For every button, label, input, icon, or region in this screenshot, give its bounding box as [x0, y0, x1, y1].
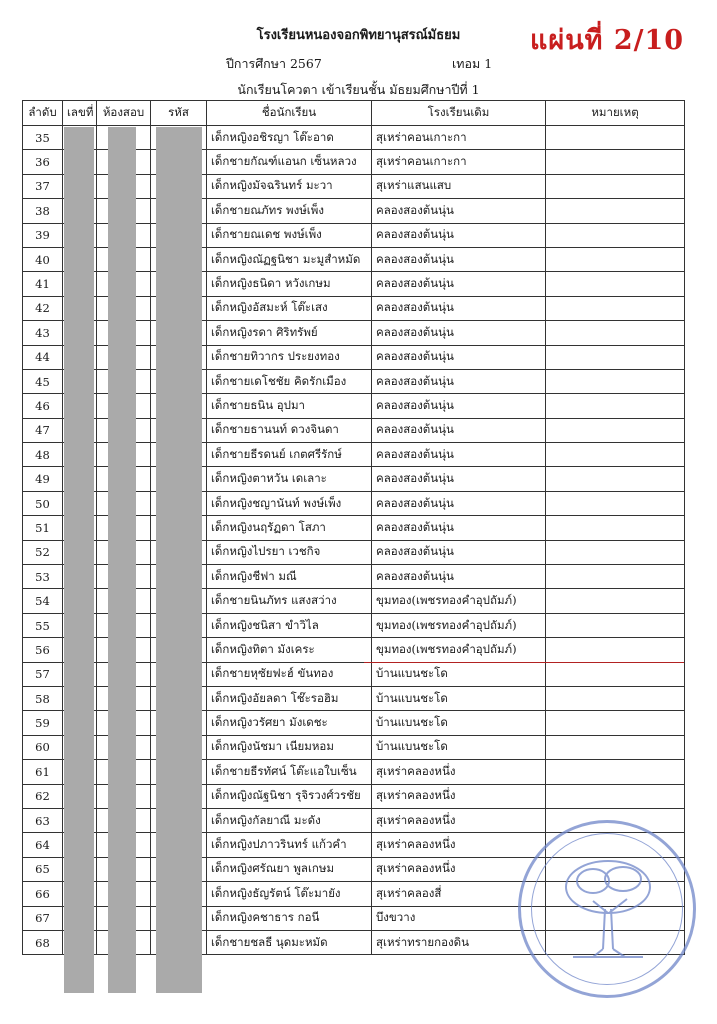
row-remarks [546, 272, 685, 296]
row-student-name: เด็กหญิงทิตา มังเคระ [207, 638, 372, 662]
row-order: 59 [23, 711, 63, 735]
row-previous-school: สุเหร่าคลองหนึ่ง [372, 857, 546, 881]
row-remarks [546, 784, 685, 808]
column-header-remarks: หมายเหตุ [546, 101, 685, 126]
row-remarks [546, 418, 685, 442]
row-order: 60 [23, 735, 63, 759]
row-order: 49 [23, 467, 63, 491]
row-previous-school: สุเหร่าทรายกองดิน [372, 930, 546, 954]
row-remarks [546, 247, 685, 271]
row-previous-school: คลองสองต้นนุ่น [372, 369, 546, 393]
row-order: 66 [23, 882, 63, 906]
row-student-name: เด็กหญิงธัญรัตน์ โต๊ะมายัง [207, 882, 372, 906]
row-order: 35 [23, 126, 63, 150]
document-subtitle: นักเรียนโควตา เข้าเรียนชั้น มัธยมศึกษาปีที่ 1 [237, 82, 480, 97]
row-previous-school: บ้านแบนชะโด [372, 735, 546, 759]
row-remarks [546, 394, 685, 418]
row-order: 39 [23, 223, 63, 247]
column-header-student-name: ชื่อนักเรียน [207, 101, 372, 126]
redacted-exam-room-column [108, 127, 136, 993]
row-order: 52 [23, 540, 63, 564]
column-header-id: รหัส [151, 101, 207, 126]
row-student-name: เด็กชายทิวากร ประยงทอง [207, 345, 372, 369]
row-order: 62 [23, 784, 63, 808]
row-previous-school: สุเหร่าคอนเกาะกา [372, 150, 546, 174]
row-student-name: เด็กหญิงอัสมะห์ โต๊ะเสง [207, 296, 372, 320]
row-remarks [546, 467, 685, 491]
row-student-name: เด็กชายชลธี นุดมะหมัด [207, 930, 372, 954]
tree-emblem-icon [553, 849, 663, 969]
row-previous-school: บึงขวาง [372, 906, 546, 930]
row-student-name: เด็กหญิงชีฟา มณี [207, 565, 372, 589]
red-divider-line [364, 662, 684, 663]
row-order: 63 [23, 808, 63, 832]
row-previous-school: ขุมทอง(เพชรทองคำอุปถัมภ์) [372, 589, 546, 613]
row-order: 65 [23, 857, 63, 881]
redacted-number-column [64, 127, 94, 993]
row-previous-school: สุเหร่าคลองหนึ่ง [372, 808, 546, 832]
row-student-name: เด็กชายนินภัทร แสงสว่าง [207, 589, 372, 613]
row-previous-school: สุเหร่าคลองหนึ่ง [372, 760, 546, 784]
row-order: 38 [23, 199, 63, 223]
row-previous-school: บ้านแบนชะโด [372, 662, 546, 686]
row-remarks [546, 516, 685, 540]
row-previous-school: สุเหร่าคลองสี่ [372, 882, 546, 906]
row-order: 68 [23, 930, 63, 954]
row-previous-school: คลองสองต้นนุ่น [372, 296, 546, 320]
row-previous-school: บ้านแบนชะโด [372, 686, 546, 710]
row-previous-school: คลองสองต้นนุ่น [372, 491, 546, 515]
row-student-name: เด็กหญิงปภาวรินทร์ แก้วคำ [207, 833, 372, 857]
row-remarks [546, 735, 685, 759]
row-student-name: เด็กชายเดโชชัย คิดรักเมือง [207, 369, 372, 393]
row-remarks [546, 662, 685, 686]
row-previous-school: คลองสองต้นนุ่น [372, 223, 546, 247]
row-order: 50 [23, 491, 63, 515]
row-remarks [546, 760, 685, 784]
row-previous-school: สุเหร่าคลองหนึ่ง [372, 833, 546, 857]
row-order: 58 [23, 686, 63, 710]
row-student-name: เด็กชายณภัทร พงษ์เพ็ง [207, 199, 372, 223]
row-previous-school: คลองสองต้นนุ่น [372, 540, 546, 564]
row-remarks [546, 540, 685, 564]
row-previous-school: สุเหร่าคอนเกาะกา [372, 126, 546, 150]
row-remarks [546, 321, 685, 345]
row-order: 47 [23, 418, 63, 442]
column-header-exam-room: ห้องสอบ [97, 101, 151, 126]
row-remarks [546, 199, 685, 223]
row-remarks [546, 296, 685, 320]
academic-year: ปีการศึกษา 2567 [226, 56, 322, 71]
row-student-name: เด็กหญิงมัจฉรินทร์ มะวา [207, 174, 372, 198]
sheet-number: แผ่นที่ 2/10 [530, 25, 685, 56]
column-header-order: ลำดับ [23, 101, 63, 126]
row-order: 54 [23, 589, 63, 613]
school-title: โรงเรียนหนองจอกพิทยานุสรณ์มัธยม [256, 28, 461, 43]
row-previous-school: คลองสองต้นนุ่น [372, 516, 546, 540]
row-order: 67 [23, 906, 63, 930]
row-student-name: เด็กหญิงอัยลดา โช๊ะรอฮิม [207, 686, 372, 710]
row-order: 61 [23, 760, 63, 784]
row-order: 53 [23, 565, 63, 589]
term: เทอม 1 [452, 56, 493, 71]
row-order: 37 [23, 174, 63, 198]
row-student-name: เด็กหญิงณัฏฐนิชา มะมูสำหมัด [207, 247, 372, 271]
row-remarks [546, 126, 685, 150]
row-previous-school: คลองสองต้นนุ่น [372, 565, 546, 589]
row-remarks [546, 491, 685, 515]
row-previous-school: คลองสองต้นนุ่น [372, 394, 546, 418]
row-order: 64 [23, 833, 63, 857]
row-order: 36 [23, 150, 63, 174]
row-previous-school: ขุมทอง(เพชรทองคำอุปถัมภ์) [372, 613, 546, 637]
row-order: 41 [23, 272, 63, 296]
row-remarks [546, 686, 685, 710]
row-student-name: เด็กชายธานนท์ ดวงจินดา [207, 418, 372, 442]
row-remarks [546, 589, 685, 613]
redacted-id-column [156, 127, 202, 993]
row-order: 55 [23, 613, 63, 637]
row-remarks [546, 174, 685, 198]
row-remarks [546, 613, 685, 637]
row-order: 48 [23, 443, 63, 467]
row-student-name: เด็กชายธนิน อุปมา [207, 394, 372, 418]
row-student-name: เด็กหญิงธนิดา หวังเกษม [207, 272, 372, 296]
row-previous-school: คลองสองต้นนุ่น [372, 247, 546, 271]
row-student-name: เด็กหญิงคชาธาร กอนี [207, 906, 372, 930]
row-previous-school: คลองสองต้นนุ่น [372, 272, 546, 296]
row-student-name: เด็กชายหุซัยฟะฮ์ ขันทอง [207, 662, 372, 686]
row-student-name: เด็กหญิงนัชมา เนียมหอม [207, 735, 372, 759]
row-remarks [546, 711, 685, 735]
column-header-number: เลขที่ [63, 101, 97, 126]
row-student-name: เด็กชายธีรดนย์ เกตศรีรักษ์ [207, 443, 372, 467]
school-seal-icon [518, 820, 696, 998]
table-header-row [23, 101, 685, 126]
row-previous-school: ขุมทอง(เพชรทองคำอุปถัมภ์) [372, 638, 546, 662]
row-order: 44 [23, 345, 63, 369]
row-previous-school: สุเหร่าคลองหนึ่ง [372, 784, 546, 808]
row-student-name: เด็กหญิงวรัศยา มังเดชะ [207, 711, 372, 735]
row-remarks [546, 443, 685, 467]
row-order: 40 [23, 247, 63, 271]
row-student-name: เด็กชายธีรทัศน์ โต๊ะแอใบเซ็น [207, 760, 372, 784]
row-student-name: เด็กหญิงชญานันท์ พงษ์เพ็ง [207, 491, 372, 515]
row-order: 45 [23, 369, 63, 393]
row-remarks [546, 565, 685, 589]
row-previous-school: คลองสองต้นนุ่น [372, 443, 546, 467]
row-previous-school: คลองสองต้นนุ่น [372, 467, 546, 491]
row-remarks [546, 369, 685, 393]
row-student-name: เด็กหญิงกัลยาณี มะดัง [207, 808, 372, 832]
row-order: 57 [23, 662, 63, 686]
column-header-previous-school: โรงเรียนเดิม [372, 101, 546, 126]
row-remarks [546, 638, 685, 662]
row-student-name: เด็กหญิงณัฐนิชา รุจิรวงศ์วรชัย [207, 784, 372, 808]
row-student-name: เด็กหญิงตาหวัน เดเลาะ [207, 467, 372, 491]
row-student-name: เด็กชายณเดช พงษ์เพ็ง [207, 223, 372, 247]
row-order: 51 [23, 516, 63, 540]
row-previous-school: คลองสองต้นนุ่น [372, 321, 546, 345]
row-student-name: เด็กหญิงชนิสา ขำวิไล [207, 613, 372, 637]
row-previous-school: คลองสองต้นนุ่น [372, 418, 546, 442]
row-student-name: เด็กหญิงนฤรัฏดา โสภา [207, 516, 372, 540]
row-previous-school: สุเหร่าแสนแสบ [372, 174, 546, 198]
row-previous-school: คลองสองต้นนุ่น [372, 199, 546, 223]
row-previous-school: คลองสองต้นนุ่น [372, 345, 546, 369]
row-order: 46 [23, 394, 63, 418]
row-remarks [546, 150, 685, 174]
row-student-name: เด็กหญิงศรัณยา พูลเกษม [207, 857, 372, 881]
row-order: 56 [23, 638, 63, 662]
row-student-name: เด็กหญิงไปรยา เวชกิจ [207, 540, 372, 564]
row-order: 42 [23, 296, 63, 320]
row-student-name: เด็กหญิงอชิรญา โต๊ะอาด [207, 126, 372, 150]
row-remarks [546, 345, 685, 369]
row-remarks [546, 223, 685, 247]
row-previous-school: บ้านแบนชะโด [372, 711, 546, 735]
row-student-name: เด็กชายกัณฑ์แอนก เซ็นหลวง [207, 150, 372, 174]
row-order: 43 [23, 321, 63, 345]
row-student-name: เด็กหญิงรดา ศิริทรัพย์ [207, 321, 372, 345]
